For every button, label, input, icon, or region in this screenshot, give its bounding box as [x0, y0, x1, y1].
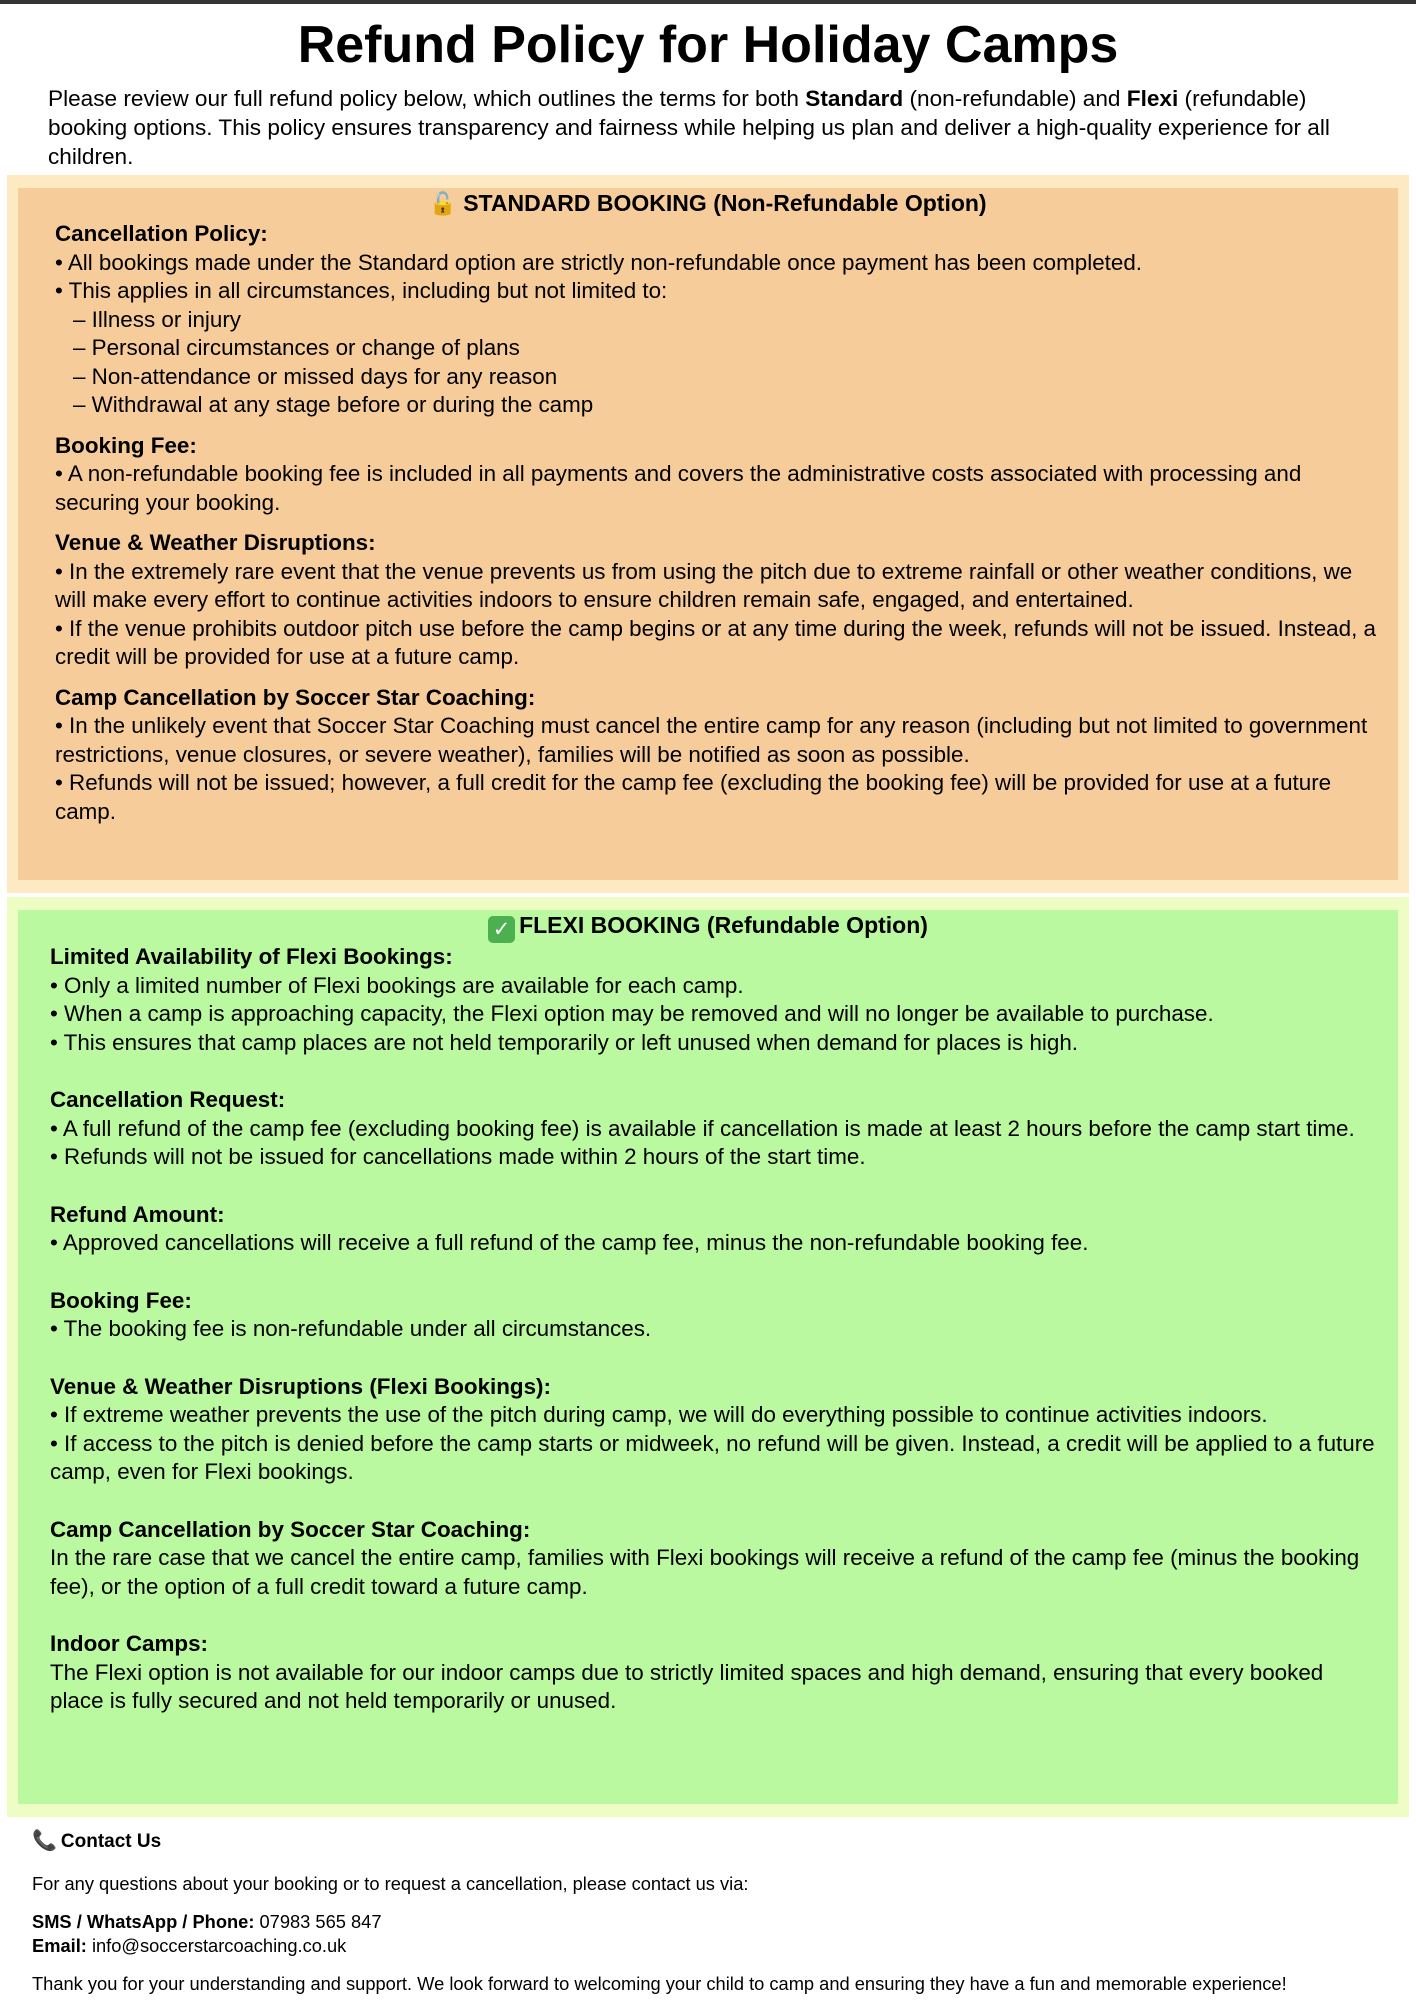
section-heading: Camp Cancellation by Soccer Star Coaching: — [50, 1516, 531, 1542]
section-line: • Only a limited number of Flexi bookings are available for each camp. — [50, 972, 744, 998]
contact-intro: For any questions about your booking or to request a cancellation, please contact us via: — [32, 1873, 749, 1894]
section-line: • Refunds will not be issued for cancellations made within 2 hours of the start time. — [50, 1144, 866, 1169]
contact-section — [32, 1826, 1402, 2010]
email-label: Email: — [32, 1935, 87, 1956]
standard-booking-panel — [7, 175, 1409, 893]
section-heading: Venue & Weather Disruptions (Flexi Bookings): — [50, 1373, 551, 1399]
section-line: • Approved cancellations will receive a full refund of the camp fee, minus the non-refundable booking fee. — [50, 1230, 1089, 1255]
section-line: • In the unlikely event that Soccer Star Coaching must cancel the entire camp for any reason (including but not limited to government restrictions, venue closures, or severe weather), families will be notified as soon as possible. — [55, 713, 1368, 767]
section-line: • Refunds will not be issued; however, a full credit for the camp fee (excluding the booking fee) will be provided for use at a future camp. — [55, 770, 1332, 824]
intro-text-2: (non-refundable) and — [903, 86, 1127, 111]
section-line: • In the extremely rare event that the venue prevents us from using the pitch due to extreme rainfall or other weather conditions, we will make every effort to continue activities indoors to ensure children remain safe, engaged, and entertained. — [55, 558, 1353, 612]
section-line: • A full refund of the camp fee (excluding booking fee) is available if cancellation is made at least 2 hours before the camp start time. — [50, 1115, 1355, 1141]
contact-heading — [32, 1826, 1402, 1856]
section-line: • This ensures that camp places are not held temporarily or left unused when demand for places is high. — [50, 1029, 1079, 1055]
phone-label: SMS / WhatsApp / Phone: — [32, 1911, 255, 1932]
check-mark-icon: ✓ — [488, 916, 515, 943]
section-heading: Indoor Camps: — [50, 1631, 208, 1656]
top-border — [0, 0, 1416, 4]
flexi-booking-title — [18, 910, 1398, 943]
section-subline: – Personal circumstances or change of plans — [73, 335, 520, 360]
flexi-section — [50, 1287, 1380, 1344]
flexi-section — [50, 1516, 1380, 1602]
standard-section — [55, 529, 1380, 672]
standard-sections — [18, 220, 1398, 826]
section-subline: – Withdrawal at any stage before or during the camp — [73, 392, 594, 417]
section-heading: Booking Fee: — [55, 432, 197, 458]
standard-booking-title — [18, 188, 1398, 220]
standard-section — [55, 684, 1380, 827]
standard-section — [55, 220, 1380, 420]
closing-message: Thank you for your understanding and support. We look forward to welcoming your child to camp and ensuring they have a fun and memorable experience! — [32, 1973, 1287, 1994]
section-heading: Limited Availability of Flexi Bookings: — [50, 944, 453, 969]
contact-phone — [32, 1910, 1402, 1934]
page-title: Refund Policy for Holiday Camps — [297, 16, 1119, 74]
flexi-section — [50, 1201, 1380, 1258]
flexi-booking-panel — [7, 897, 1409, 1817]
section-line: • A non-refundable booking fee is included in all payments and covers the administrative costs associated with processing and securing your booking. — [55, 461, 1302, 515]
section-line: The Flexi option is not available for our indoor camps due to strictly limited spaces and high demand, ensuring that every booked place is fully secured and not held temporarily or unused. — [50, 1659, 1324, 1713]
standard-booking-box — [18, 188, 1398, 880]
standard-section — [55, 432, 1380, 518]
contact-heading-text: Contact Us — [60, 1831, 162, 1852]
intro-flexi-word: Flexi — [1126, 86, 1179, 111]
intro-paragraph — [48, 84, 1388, 171]
section-line: • When a camp is approaching capacity, the Flexi option may be removed and will no longer be available to purchase. — [50, 1001, 1214, 1026]
intro-text-3: (refundable) booking options. This policy ensures transparency and fairness while helping us plan and deliver a high-quality experience for all children. — [48, 86, 1330, 169]
intro-text-1: Please review our full refund policy below, which outlines the terms for both — [48, 86, 806, 111]
section-heading: Booking Fee: — [50, 1287, 192, 1313]
section-heading: Refund Amount: — [50, 1201, 225, 1227]
section-line: • If extreme weather prevents the use of the pitch during camp, we will do everything possible to continue activities indoors. — [50, 1402, 1268, 1427]
section-heading: Camp Cancellation by Soccer Star Coaching: — [55, 684, 536, 710]
section-subline: – Non-attendance or missed days for any reason — [73, 363, 558, 389]
section-line: • The booking fee is non-refundable under all circumstances. — [50, 1316, 652, 1341]
flexi-section — [50, 943, 1380, 1057]
flexi-section — [50, 1373, 1380, 1487]
section-heading: Venue & Weather Disruptions: — [55, 530, 376, 555]
flexi-title-text: FLEXI BOOKING (Refundable Option) — [519, 912, 928, 938]
contact-email — [32, 1934, 1402, 1958]
standard-title-text: STANDARD BOOKING (Non-Refundable Option) — [463, 190, 987, 216]
section-subline: – Illness or injury — [73, 306, 241, 332]
email-value[interactable]: info@soccerstarcoaching.co.uk — [86, 1935, 347, 1956]
section-line: In the rare case that we cancel the entire camp, families with Flexi bookings will receive a refund of the camp fee (minus the booking fee), or the option of a full credit toward a future camp. — [50, 1545, 1360, 1599]
padlock-icon: 🔓 — [429, 192, 457, 217]
phone-value[interactable]: 07983 565 847 — [254, 1911, 382, 1932]
flexi-sections — [18, 943, 1398, 1716]
section-line: • This applies in all circumstances, including but not limited to: — [55, 278, 668, 303]
section-heading: Cancellation Request: — [50, 1087, 286, 1112]
flexi-section — [50, 1086, 1380, 1172]
intro-standard-word: Standard — [805, 86, 904, 111]
section-line: • If the venue prohibits outdoor pitch use before the camp begins or at any time during the week, refunds will not be issued. Instead, a credit will be provided for use at a future camp. — [55, 615, 1376, 669]
flexi-section — [50, 1630, 1380, 1716]
section-line: • If access to the pitch is denied before the camp starts or midweek, no refund will be given. Instead, a credit will be applied to a future camp, even for Flexi bookings. — [50, 1430, 1375, 1484]
section-heading: Cancellation Policy: — [55, 221, 268, 246]
flexi-booking-box — [18, 910, 1398, 1804]
telephone-icon: 📞 — [32, 1828, 57, 1852]
section-line: • All bookings made under the Standard option are strictly non-refundable once payment has been completed. — [55, 249, 1143, 275]
